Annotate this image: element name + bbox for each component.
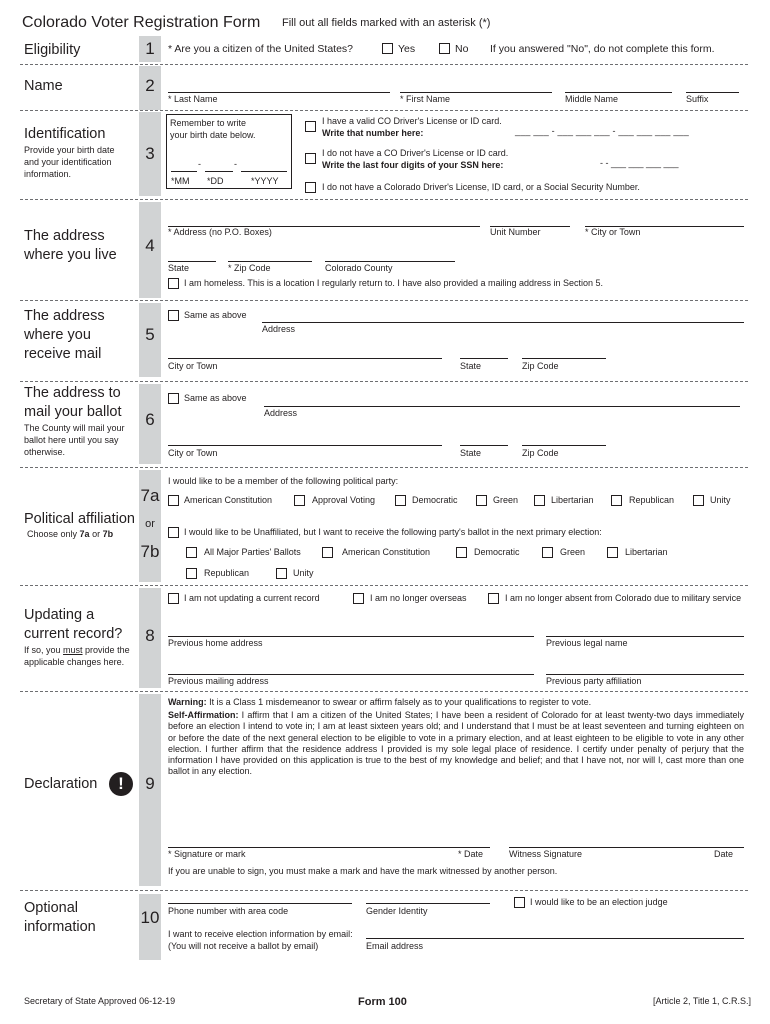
section-9-number: 9	[139, 694, 161, 886]
previous-name-field[interactable]	[546, 636, 744, 637]
divider	[20, 300, 748, 301]
section-heading-optional: information	[24, 919, 96, 935]
party-a-label: Green	[493, 495, 519, 505]
no-longer-overseas-checkbox[interactable]	[353, 593, 364, 604]
update-desc: applicable changes here.	[24, 657, 125, 667]
email-field[interactable]	[366, 938, 744, 939]
phone-label: Phone number with area code	[168, 906, 289, 916]
citizen-yes-checkbox[interactable]	[382, 43, 393, 54]
mailing-zip-label: Zip Code	[522, 361, 559, 371]
ballot-same-checkbox[interactable]	[168, 393, 179, 404]
yyyy-label: *YYYY	[251, 176, 279, 186]
section-3-number: 3	[139, 112, 161, 196]
license-number-label: Write that number here:	[322, 128, 424, 138]
ballot-desc: The County will mail your	[24, 423, 125, 433]
residence-state-field[interactable]	[168, 261, 216, 262]
last-name-label: * Last Name	[168, 94, 218, 104]
no-id-label: I do not have a Colorado Driver's License, ID card, or a Social Security Number.	[322, 182, 640, 192]
not-updating-checkbox[interactable]	[168, 593, 179, 604]
party-a-checkbox[interactable]	[534, 495, 545, 506]
residence-state-label: State	[168, 263, 190, 273]
ssn-label: Write the last four digits of your SSN here:	[322, 160, 504, 170]
residence-unit-label: Unit Number	[490, 227, 541, 237]
party-b-checkbox[interactable]	[186, 547, 197, 558]
warning-text: Warning: It is a Class 1 misdemeanor to swear or affirm falsely as to your qualifications to register to vote.	[168, 697, 592, 707]
party-b-label: Green	[560, 547, 586, 557]
party-instructions: Choose only 7a or 7b	[27, 529, 114, 539]
party-a-label: Approval Voting	[312, 495, 376, 505]
email-note: (You will not receive a ballot by email)	[168, 941, 319, 951]
ballot-desc: otherwise.	[24, 447, 66, 457]
no-license-label: I do not have a CO Driver's License or ID card.	[322, 148, 509, 158]
party-b-checkbox[interactable]	[607, 547, 618, 558]
section-heading-name: Name	[24, 78, 63, 94]
warning-icon: !	[109, 772, 133, 796]
phone-field[interactable]	[168, 903, 352, 904]
email-label: Email address	[366, 941, 424, 951]
gender-field[interactable]	[366, 903, 490, 904]
mailing-zip-field[interactable]	[522, 358, 606, 359]
residence-zip-field[interactable]	[228, 261, 312, 262]
form-instructions: Fill out all fields marked with an asterisk (*)	[282, 17, 491, 29]
section-heading-update: current record?	[24, 626, 123, 642]
residence-city-label: * City or Town	[585, 227, 641, 237]
mailing-same-label: Same as above	[184, 310, 247, 320]
section-10-number: 10	[139, 894, 161, 960]
birth-date-box: Remember to write your birth date below. - - *MM *DD *YYYY	[166, 114, 292, 189]
party-b-checkbox[interactable]	[322, 547, 333, 558]
party-a-label: Republican	[629, 495, 675, 505]
section-heading-mailing: The address	[24, 308, 105, 324]
party-b-label: Democratic	[474, 547, 520, 557]
section-heading-ballot: The address to	[24, 385, 121, 401]
ballot-zip-label: Zip Code	[522, 448, 559, 458]
birth-year-field[interactable]	[241, 171, 287, 172]
section-heading-eligibility: Eligibility	[24, 42, 81, 58]
ballot-address-field[interactable]	[264, 406, 740, 407]
divider	[20, 199, 748, 200]
party-a-label: Democratic	[412, 495, 458, 505]
middle-name-label: Middle Name	[565, 94, 619, 104]
signature-label: * Signature or mark	[168, 849, 246, 859]
party-b-checkbox[interactable]	[186, 568, 197, 579]
section-heading-party: Political affiliation	[24, 511, 135, 527]
update-desc: If so, you must provide the	[24, 645, 130, 655]
first-name-label: * First Name	[400, 94, 451, 104]
section-heading-ballot: mail your ballot	[24, 404, 122, 420]
party-b-label: All Major Parties' Ballots	[204, 547, 301, 557]
section-heading-optional: Optional	[24, 900, 79, 916]
divider	[20, 467, 748, 468]
self-affirmation-text: Self-Affirmation: I affirm that I am a citizen of the United States; I have been a resident of Colorado for at least twenty-two days immediately before an election I intend to vote in; I am at least sixteen years old; and I understand that I must be at least seventeen and turning eighteen on or before the date of the next general election to be eligible to vote in a primary election, and at least eighteen to be eligible to vote in any other election. I further affirm that the residence address I provided is my sole legal place of residence. I certify under penalty of perjury that the information I have provided on this application is true to the best of my knowledge and belief; and that I have not, nor will I, cast more than one ballot in any election.	[168, 710, 745, 777]
license-number-field[interactable]: ___ ___ - ___ ___ ___ - ___ ___ ___ ___	[515, 126, 689, 136]
birth-month-field[interactable]	[171, 171, 197, 172]
residence-zip-label: * Zip Code	[228, 263, 271, 273]
party-a-checkbox[interactable]	[693, 495, 704, 506]
gender-label: Gender Identity	[366, 906, 428, 916]
ballot-zip-field[interactable]	[522, 445, 606, 446]
citizen-no-checkbox[interactable]	[439, 43, 450, 54]
party-a-label: Unity	[710, 495, 731, 505]
homeless-checkbox[interactable]	[168, 278, 179, 289]
mailing-city-field[interactable]	[168, 358, 442, 359]
first-name-field[interactable]	[400, 92, 552, 93]
party-b-label: Republican	[204, 568, 250, 578]
residence-county-field[interactable]	[325, 261, 455, 262]
party-b-label: American Constitution	[342, 547, 431, 557]
previous-mailing-label: Previous mailing address	[168, 676, 269, 686]
ballot-city-field[interactable]	[168, 445, 442, 446]
no-license-checkbox[interactable]	[305, 153, 316, 164]
party-a-label: American Constitution	[184, 495, 273, 505]
previous-home-field[interactable]	[168, 636, 534, 637]
middle-name-field[interactable]	[565, 92, 672, 93]
section-heading-mailing: where you	[24, 327, 91, 343]
last-name-field[interactable]	[168, 92, 390, 93]
witness-label: Witness Signature	[509, 849, 583, 859]
section-7-number: 7a or 7b	[139, 470, 161, 582]
no-id-checkbox[interactable]	[305, 182, 316, 193]
section-heading-mailing: receive mail	[24, 346, 102, 362]
mailing-address-label: Address	[262, 324, 296, 334]
mailing-state-label: State	[460, 361, 482, 371]
section-heading-residence: The address	[24, 228, 105, 244]
mailing-state-field[interactable]	[460, 358, 508, 359]
party-b-checkbox[interactable]	[542, 547, 553, 558]
email-note: I want to receive election information by email:	[168, 929, 353, 939]
section-2-number: 2	[139, 66, 161, 110]
residence-county-label: Colorado County	[325, 263, 393, 273]
previous-party-field[interactable]	[546, 674, 744, 675]
form-number: Form 100	[358, 996, 407, 1008]
identification-desc: Provide your birth date	[24, 145, 115, 155]
divider	[20, 110, 748, 111]
divider	[20, 890, 748, 891]
homeless-label: I am homeless. This is a location I regularly return to. I have also provided a mailing address in Section 5.	[184, 278, 604, 288]
mailing-address-field[interactable]	[262, 322, 744, 323]
suffix-label: Suffix	[686, 94, 709, 104]
identification-desc: and your identification	[24, 157, 112, 167]
party-a-checkbox[interactable]	[395, 495, 406, 506]
divider	[20, 691, 748, 692]
ballot-same-label: Same as above	[184, 393, 247, 403]
witness-date-label: Date	[714, 849, 734, 859]
divider	[20, 381, 748, 382]
divider	[20, 585, 748, 586]
signature-date-label: * Date	[458, 849, 484, 859]
citizen-no-label: No	[455, 43, 469, 55]
party-intro: I would like to be a member of the following political party:	[168, 476, 399, 486]
not-updating-label: I am not updating a current record	[184, 593, 320, 603]
party-a-checkbox[interactable]	[611, 495, 622, 506]
party-b-checkbox[interactable]	[276, 568, 287, 579]
legal-citation: [Article 2, Title 1, C.R.S.]	[653, 996, 752, 1006]
party-a-checkbox[interactable]	[294, 495, 305, 506]
mailing-same-checkbox[interactable]	[168, 310, 179, 321]
citizen-yes-label: Yes	[398, 43, 416, 55]
no-longer-absent-checkbox[interactable]	[488, 593, 499, 604]
has-license-label: I have a valid CO Driver's License or ID card.	[322, 116, 502, 126]
unable-to-sign-note: If you are unable to sign, you must make a mark and have the mark witnessed by another person.	[168, 866, 558, 876]
mailing-city-label: City or Town	[168, 361, 218, 371]
election-judge-label: I would like to be an election judge	[530, 897, 668, 907]
citizen-note: If you answered "No", do not complete this form.	[490, 43, 715, 55]
birth-day-field[interactable]	[205, 171, 233, 172]
no-longer-overseas-label: I am no longer overseas	[370, 593, 467, 603]
form-title: Colorado Voter Registration Form	[22, 14, 261, 31]
section-4-number: 4	[139, 202, 161, 298]
party-a-label: Libertarian	[551, 495, 594, 505]
party-b-label: Unity	[293, 568, 314, 578]
party-a-checkbox[interactable]	[476, 495, 487, 506]
section-heading-identification: Identification	[24, 126, 106, 142]
dd-label: *DD	[207, 176, 224, 186]
mm-label: *MM	[171, 176, 190, 186]
approval-note: Secretary of State Approved 06-12-19	[24, 996, 176, 1006]
unaffiliated-label: I would like to be Unaffiliated, but I want to receive the following party's ballot in the next primary election:	[184, 527, 602, 537]
ballot-state-field[interactable]	[460, 445, 508, 446]
divider	[20, 64, 748, 65]
previous-mailing-field[interactable]	[168, 674, 534, 675]
citizen-question: * Are you a citizen of the United States?	[168, 43, 354, 55]
previous-home-label: Previous home address	[168, 638, 263, 648]
unaffiliated-checkbox[interactable]	[168, 527, 179, 538]
residence-address-label: * Address (no P.O. Boxes)	[168, 227, 272, 237]
signature-field[interactable]	[168, 847, 490, 848]
birth-date-reminder: Remember to write	[170, 118, 247, 128]
section-heading-update: Updating a	[24, 607, 95, 623]
section-heading-residence: where you live	[24, 247, 117, 263]
ssn-field[interactable]: - - ___ ___ ___ ___	[600, 158, 679, 168]
birth-date-reminder: your birth date below.	[170, 130, 256, 140]
party-a-checkbox[interactable]	[168, 495, 179, 506]
previous-name-label: Previous legal name	[546, 638, 628, 648]
ballot-desc: ballot here until you say	[24, 435, 119, 445]
no-longer-absent-label: I am no longer absent from Colorado due to military service	[505, 593, 742, 603]
identification-desc: information.	[24, 169, 72, 179]
section-8-number: 8	[139, 588, 161, 688]
section-6-number: 6	[139, 384, 161, 464]
section-1-number: 1	[139, 36, 161, 62]
has-license-checkbox[interactable]	[305, 121, 316, 132]
ballot-address-label: Address	[264, 408, 298, 418]
section-5-number: 5	[139, 303, 161, 377]
suffix-field[interactable]	[686, 92, 739, 93]
party-b-label: Libertarian	[625, 547, 668, 557]
ballot-state-label: State	[460, 448, 482, 458]
section-heading-declaration: Declaration	[24, 776, 98, 792]
witness-signature-field[interactable]	[509, 847, 744, 848]
party-b-checkbox[interactable]	[456, 547, 467, 558]
ballot-city-label: City or Town	[168, 448, 218, 458]
election-judge-checkbox[interactable]	[514, 897, 525, 908]
previous-party-label: Previous party affiliation	[546, 676, 642, 686]
